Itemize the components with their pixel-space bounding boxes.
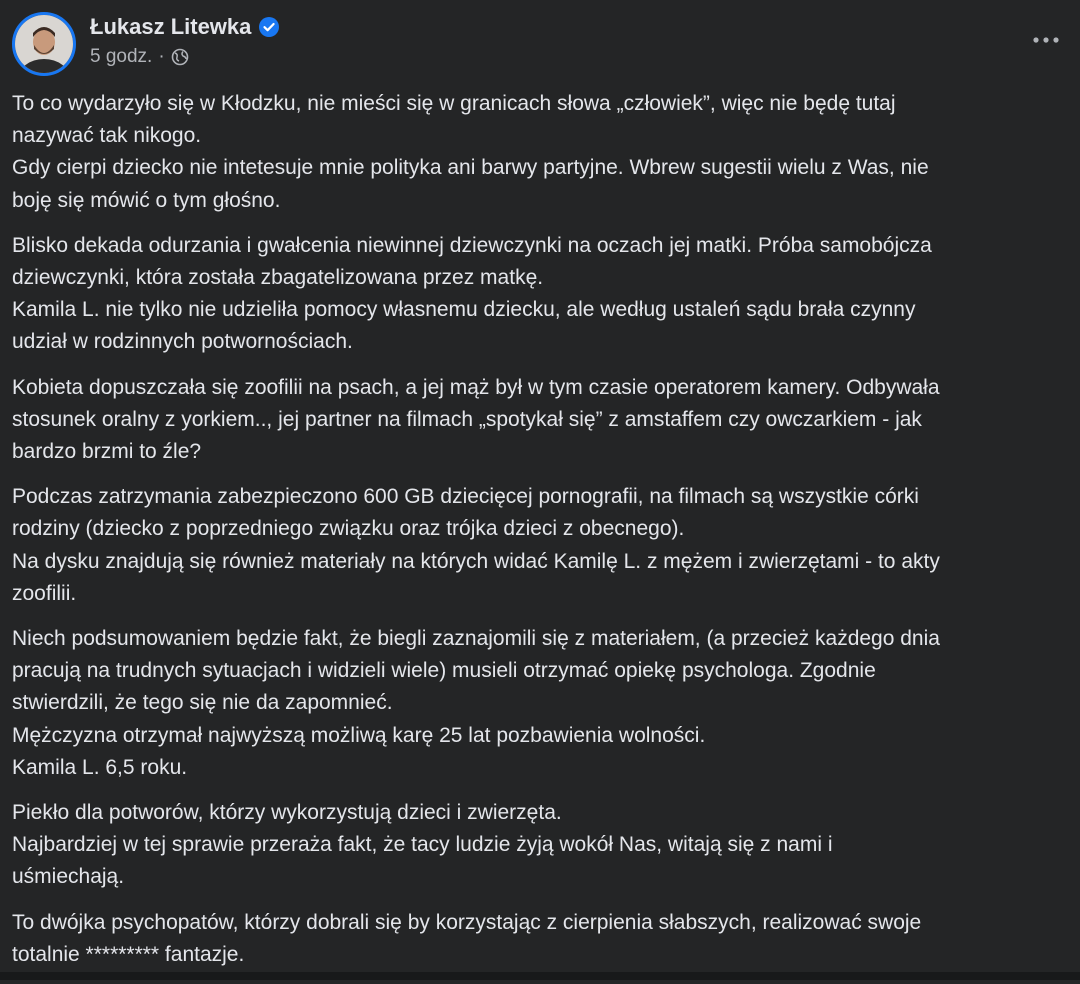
post-text-line: Niech podsumowaniem będzie fakt, że biegli zaznajomili się z materiałem, (a przecież każdego dnia: [12, 627, 940, 651]
post-text-line: udział w rodzinnych potwornościach.: [12, 330, 353, 354]
post-text-line: boję się mówić o tym głośno.: [12, 188, 281, 212]
bottom-divider: [0, 972, 1080, 980]
post-body: [12, 88, 1070, 984]
post-text-line: bardzo brzmi to źle?: [12, 440, 202, 464]
post-text-line: stosunek oralny z yorkiem.., jej partner na filmach „spotykał się” z amstaffem czy owczarkiem - jak: [12, 407, 922, 431]
post-text-line: Gdy cierpi dziecko nie intetesuje mnie polityka ani barwy partyjne. Wbrew sugestii wielu z Was, nie: [12, 156, 929, 180]
avatar[interactable]: [12, 12, 76, 76]
post-text-line: Kobieta dopuszczała się zoofilii na psach, a jej mąż był w tym czasie operatorem kamery. Odbywała: [12, 375, 940, 399]
author-name[interactable]: Łukasz Litewka: [90, 14, 252, 39]
meta-separator: ·: [158, 46, 165, 67]
post-text-line: Kamila L. 6,5 roku.: [12, 755, 188, 779]
post-text-line: pracują na trudnych sytuacjach i widzieli wiele) musieli otrzymać opiekę psychologa. Zgodnie: [12, 659, 876, 683]
post-text-line: totalnie ********* fantazje.: [12, 942, 245, 966]
post-text-line: Piekło dla potworów, którzy wykorzystują dzieci i zwierzęta.: [12, 801, 562, 825]
post-meta: [90, 46, 189, 68]
more-options-button[interactable]: [1024, 18, 1068, 62]
verified-badge-icon: [259, 17, 279, 37]
post-paragraph: [12, 230, 1070, 359]
globe-icon[interactable]: [171, 48, 189, 66]
post-text-line: Na dysku znajdują się również materiały na których widać Kamilę L. z mężem i zwierzętami - to akty: [12, 549, 940, 573]
post-text-line: Blisko dekada odurzania i gwałcenia niewinnej dziewczynki na oczach jej matki. Próba samobójcza: [12, 233, 932, 257]
post-paragraph: [12, 797, 1070, 894]
post-text-line: nazywać tak nikogo.: [12, 124, 202, 148]
post-text-line: dziewczynki, która została zbagatelizowana przez matkę.: [12, 266, 544, 290]
post-header: [12, 12, 1068, 76]
post-text-line: To dwójka psychopatów, którzy dobrali się by korzystając z cierpienia słabszych, realizować swoje: [12, 910, 922, 934]
post-paragraph: [12, 88, 1070, 217]
author-name-row: [90, 14, 279, 40]
post-paragraph: [12, 372, 1070, 469]
more-options-icon: [1033, 37, 1059, 43]
avatar-photo-icon: [15, 15, 73, 73]
post-paragraph: [12, 907, 1070, 971]
post-text-line: zoofilii.: [12, 581, 77, 605]
post-timestamp[interactable]: 5 godz.: [90, 46, 153, 67]
post-text-line: Najbardziej w tej sprawie przeraża fakt, że tacy ludzie żyją wokół Nas, witają się z nami i: [12, 833, 833, 857]
post-text-line: To co wydarzyło się w Kłodzku, nie mieści się w granicach słowa „człowiek”, więc nie będę tutaj: [12, 92, 896, 115]
post-text-line: stwierdzili, że tego się nie da zapomnieć.: [12, 691, 393, 715]
post-text-line: Podczas zatrzymania zabezpieczono 600 GB dziecięcej pornografii, na filmach są wszystkie córki: [12, 485, 919, 509]
post-text-line: rodziny (dziecko z poprzedniego związku oraz trójka dzieci z obecnego).: [12, 517, 685, 541]
post-text-line: Kamila L. nie tylko nie udzieliła pomocy własnemu dziecku, ale według ustaleń sądu brała czynny: [12, 298, 916, 322]
post-paragraph: [12, 481, 1070, 610]
post-paragraph: [12, 623, 1070, 784]
post-text-line: uśmiechają.: [12, 865, 125, 889]
post-text-line: Mężczyzna otrzymał najwyższą możliwą karę 25 lat pozbawienia wolności.: [12, 723, 706, 747]
